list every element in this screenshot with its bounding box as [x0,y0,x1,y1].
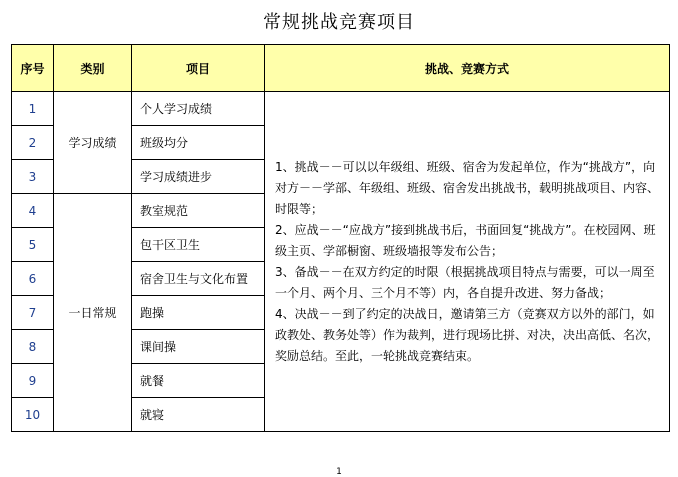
header-no: 序号 [12,45,54,92]
row-item: 个人学习成绩 [132,92,265,126]
table-row [12,92,670,126]
row-no: 10 [12,398,54,432]
category-daily: 一日常规 [54,194,132,432]
row-no: 9 [12,364,54,398]
method-paragraph: 2、应战－－“应战方”接到挑战书后，书面回复“挑战方”。在校园网、班级主页、学部橱窗、班级墙报等发布公告； [275,222,656,258]
header-item: 项目 [132,45,265,92]
method-paragraph: 4、决战－－到了约定的决战日，邀请第三方（竞赛双方以外的部门，如政教处、教务处等）作为裁判，进行现场比拼、对决，决出高低、名次，奖励总结。至此，一轮挑战竞赛结束。 [275,306,660,363]
row-no: 6 [12,262,54,296]
table-header-row [12,45,670,92]
row-item: 就餐 [132,364,265,398]
row-no: 5 [12,228,54,262]
row-item: 包干区卫生 [132,228,265,262]
row-item: 教室规范 [132,194,265,228]
method-paragraph: 1、挑战－－可以以年级组、班级、宿舍为发起单位，作为“挑战方”，向对方－－学部、年级组、班级、宿舍发出挑战书，载明挑战项目、内容、时限等； [275,159,660,216]
row-item: 课间操 [132,330,265,364]
row-item: 宿舍卫生与文化布置 [132,262,265,296]
row-item: 就寝 [132,398,265,432]
challenge-table [11,44,670,432]
header-method: 挑战、竞赛方式 [265,45,670,92]
row-no: 7 [12,296,54,330]
page-number: 1 [336,467,342,477]
row-item: 学习成绩进步 [132,160,265,194]
category-study: 学习成绩 [54,92,132,194]
method-paragraph: 3、备战－－在双方约定的时限（根据挑战项目特点与需要，可以一周至一个月、两个月、三个月不等）内，各自提升改进、努力备战； [275,264,655,300]
header-category: 类别 [54,45,132,92]
row-no: 2 [12,126,54,160]
row-no: 3 [12,160,54,194]
page-title: 常规挑战竞赛项目 [263,12,415,33]
row-item: 班级均分 [132,126,265,160]
method-description [265,92,670,432]
row-no: 1 [12,92,54,126]
row-no: 8 [12,330,54,364]
row-item: 跑操 [132,296,265,330]
row-no: 4 [12,194,54,228]
